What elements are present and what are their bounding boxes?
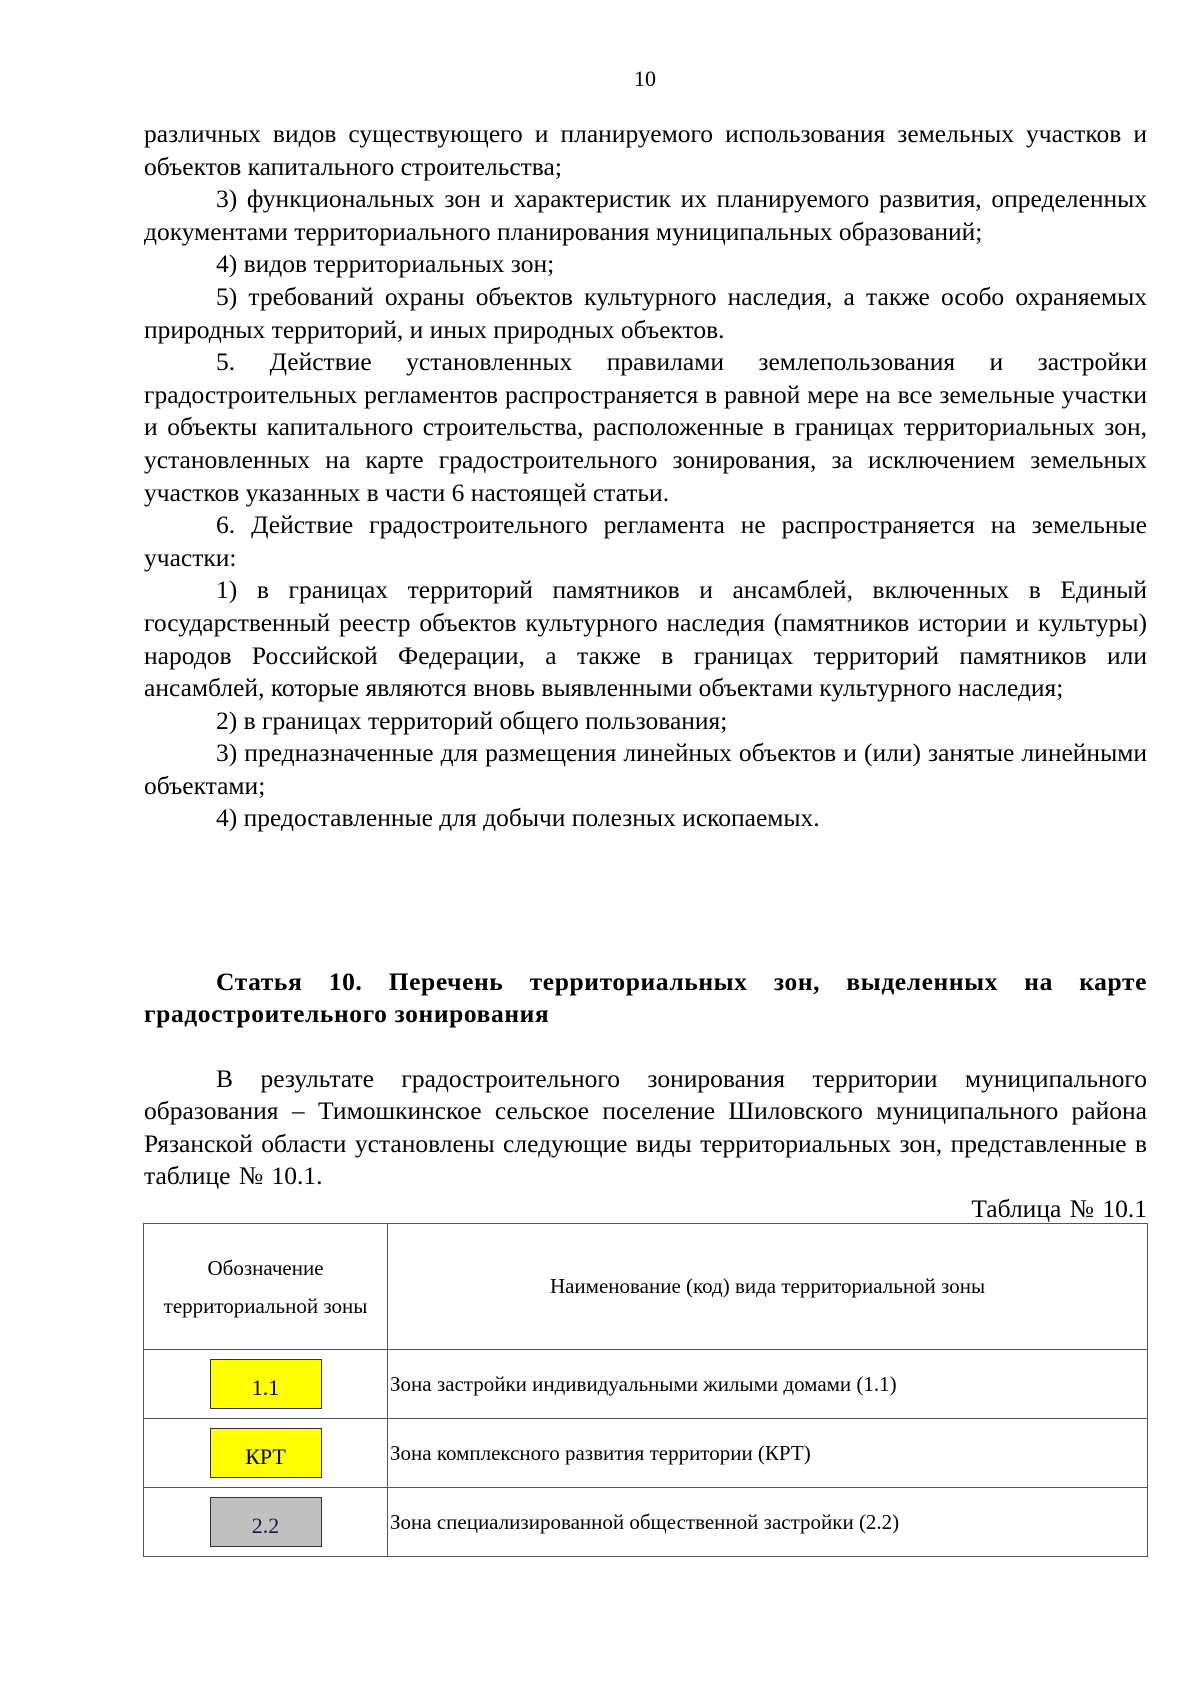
article-heading: Статья 10. Перечень территориальных зон, выделенных на карте градостроительного зонирования <box>144 967 1147 1028</box>
zone-swatch: 1.1 <box>210 1359 322 1409</box>
zone-code-cell <box>144 1350 388 1419</box>
paragraph: 2) в границах территорий общего пользования; <box>216 705 728 735</box>
paragraph: 3) предназначенные для размещения линейных объектов и (или) занятые линейными объектами; <box>144 738 1147 800</box>
paragraph: различных видов существующего и планируемого использования земельных участков и объектов капитального строительства; <box>144 119 1147 181</box>
zone-swatch: КРТ <box>210 1428 322 1478</box>
table-header-row <box>144 1224 1148 1350</box>
paragraph: 5. Действие установленных правилами землепользования и застройки градостроительных регламентов распространяется в равной мере на все земельные участки и объекты капитального строительства, расположенные в границах территориальных зон, установленных на карте градостроительного зонирования, за исключением земельных участков указанных в части 6 настоящей статьи. <box>144 347 1147 507</box>
paragraph: 3) функциональных зон и характеристик их планируемого развития, определенных документами территориального планирования муниципальных образований; <box>144 184 1147 246</box>
intro-paragraph: В результате градостроительного зонирования территории муниципального образования – Тимошкинское сельское поселение Шиловского муниципального района Рязанской области установлены следующие виды территориальных зон, представленные в таблице № 10.1. <box>144 1064 1147 1191</box>
paragraph: 4) видов территориальных зон; <box>216 249 555 279</box>
table-row <box>144 1488 1148 1557</box>
zones-table <box>143 1223 1148 1557</box>
zone-name: Зона застройки индивидуальными жилыми домами (1.1) <box>388 1350 1148 1419</box>
table-row <box>144 1350 1148 1419</box>
zone-code-cell <box>144 1488 388 1557</box>
header-name: Наименование (код) вида территориальной зоны <box>388 1224 1148 1350</box>
zone-name: Зона комплексного развития территории (КРТ) <box>388 1419 1148 1488</box>
paragraph: 6. Действие градостроительного регламента не распространяется на земельные участки: <box>144 510 1147 572</box>
zone-name: Зона специализированной общественной застройки (2.2) <box>388 1488 1148 1557</box>
table-caption: Таблица № 10.1 <box>971 1193 1147 1223</box>
body-text <box>144 118 1147 835</box>
paragraph: 4) предоставленные для добычи полезных ископаемых. <box>216 803 820 833</box>
intro-section <box>144 1063 1147 1225</box>
paragraph: 1) в границах территорий памятников и ансамблей, включенных в Единый государственный реестр объектов культурного наследия (памятников истории и культуры) народов Российской Федерации, а также в границах территорий памятников или ансамблей, которые являются вновь выявленными объектами культурного наследия; <box>144 575 1147 703</box>
paragraph: 5) требований охраны объектов культурного наследия, а также особо охраняемых природных территорий, и иных природных объектов. <box>144 281 1147 344</box>
zone-code-cell <box>144 1419 388 1488</box>
page-number: 10 <box>634 66 656 91</box>
table-row <box>144 1419 1148 1488</box>
header-code: Обозначение территориальной зоны <box>144 1224 388 1350</box>
zone-swatch: 2.2 <box>210 1497 322 1547</box>
